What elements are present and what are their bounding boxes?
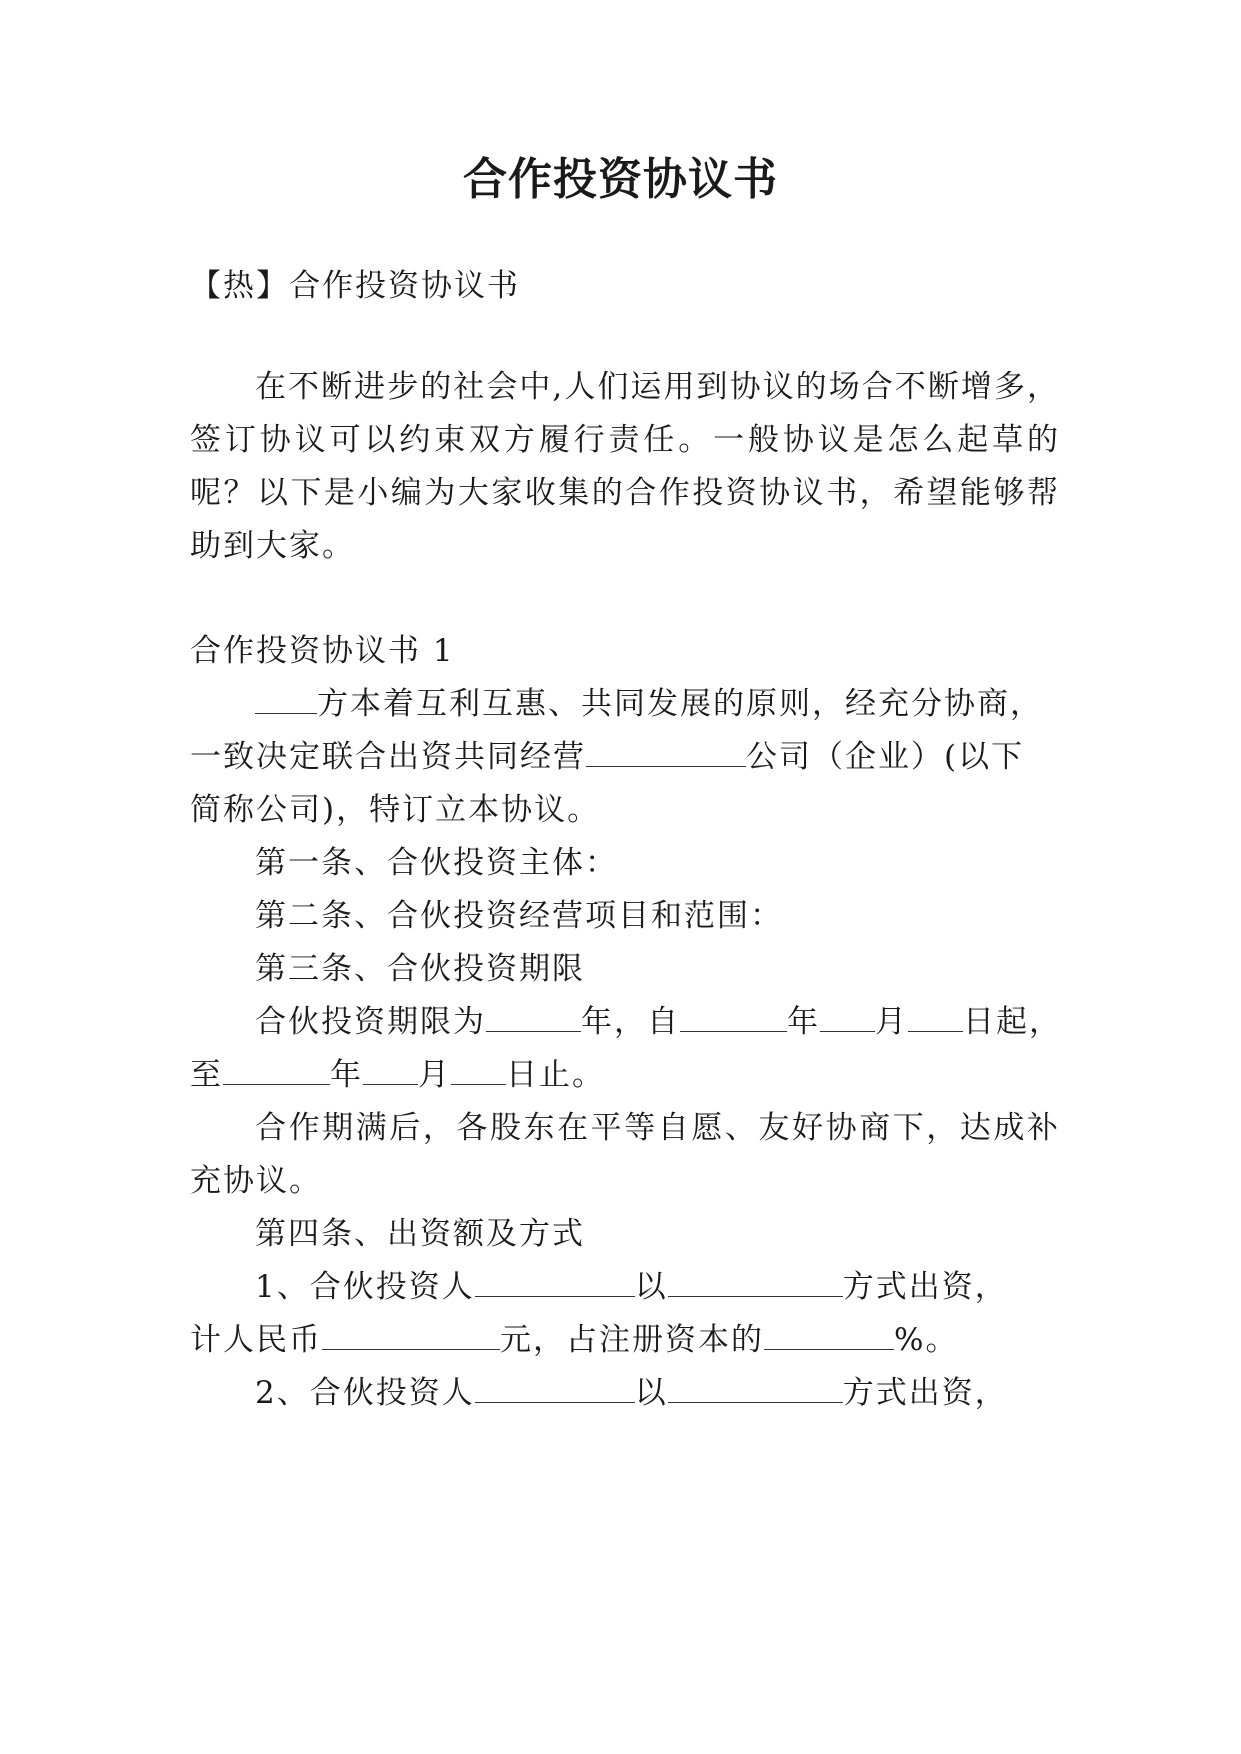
agreement-paragraph-line-2: 一致决定联合出资共同经营 公司（企业）(以下 [190,739,1025,775]
blank-start-year [680,1003,787,1032]
agreement-paragraph-line-3: 简称公司)，特订立本协议。 [190,792,601,828]
document-subtitle: 【热】合作投资协议书 [190,268,520,304]
agreement-paragraph-line-1: 方本着互利互惠、共同发展的原则，经充分协商， [255,684,1125,724]
intro-line-1: 在不断进步的社会中,人们运用到协议的场合不断增多， [255,369,1060,405]
blank-investor-1-name [475,1268,635,1297]
blank-party [255,685,317,714]
article-1: 第一条、合伙投资主体： [255,845,618,881]
intro-line-2: 签订协议可以约束双方履行责任。一般协议是怎么起草的 [190,422,1060,458]
blank-years [486,1003,581,1032]
document-title: 合作投资协议书 [463,154,778,205]
term-line-1: 合伙投资期限为 年，自 年 月 日起， [255,1004,1062,1040]
section-heading: 合作投资协议书 1 [190,633,455,669]
article-2: 第二条、合伙投资经营项目和范围： [255,898,783,934]
article-4: 第四条、出资额及方式 [255,1216,585,1252]
blank-investor-2-method [668,1374,843,1403]
after-term-line-1: 合作期满后，各股东在平等自愿、友好协商下，达成补 [255,1110,1060,1146]
blank-end-day [451,1056,506,1085]
blank-investor-2-name [475,1374,635,1403]
blank-investor-1-percent [764,1321,894,1350]
blank-investor-1-method [668,1268,843,1297]
blank-end-month [363,1056,418,1085]
blank-end-year [223,1056,330,1085]
blank-investor-1-amount [322,1321,500,1350]
term-line-2: 至 年 月 日止。 [190,1057,605,1093]
investor-1-line-2: 计人民币 元，占注册资本的 %。 [190,1322,959,1358]
intro-line-3: 呢？以下是小编为大家收集的合作投资协议书，希望能够帮 [190,475,1060,511]
blank-start-month [820,1003,875,1032]
investor-2-line-1: 2、合伙投资人 以 方式出资， [255,1375,1008,1411]
intro-line-4: 助到大家。 [190,528,355,564]
after-term-line-2: 充协议。 [190,1163,322,1199]
blank-company [586,738,746,767]
investor-1-line-1: 1、合伙投资人 以 方式出资， [255,1269,1008,1305]
blank-start-day [908,1003,963,1032]
article-3: 第三条、合伙投资期限 [255,951,585,987]
